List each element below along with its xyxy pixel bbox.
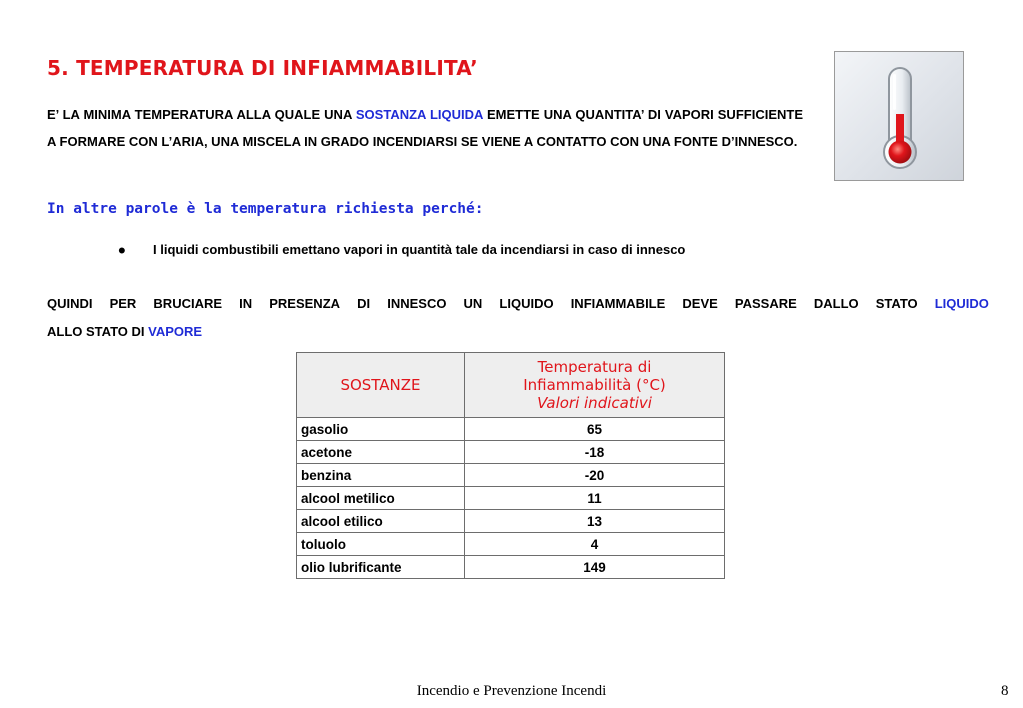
definition-highlight: SOSTANZA LIQUIDA	[355, 107, 483, 122]
flash-point-value: -20	[465, 464, 725, 487]
thermometer-image	[834, 51, 964, 181]
bullet-marker: •	[118, 238, 126, 263]
conclusion-word: BRUCIARE	[153, 296, 223, 311]
substance-name: olio lubrificante	[297, 556, 465, 579]
conclusion-word: PASSARE	[734, 296, 797, 311]
thermometer-icon	[835, 52, 965, 182]
conclusion-word: DEVE	[682, 296, 718, 311]
conclusion-word: INNESCO	[387, 296, 447, 311]
substance-name: benzina	[297, 464, 465, 487]
header-temp-line-3: Valori indicativi	[537, 394, 652, 412]
conclusion-word: PER	[109, 296, 137, 311]
conclusion-word: INFIAMMABILE	[570, 296, 666, 311]
bullet-item: I liquidi combustibili emettano vapori in quantità tale da incendiarsi in caso di innesco	[153, 242, 686, 257]
table-row	[297, 510, 725, 533]
conclusion-word: QUINDI	[47, 296, 93, 311]
conclusion-word: IN	[239, 296, 253, 311]
flash-point-value: -18	[465, 441, 725, 464]
conclusion-word: LIQUIDO	[499, 296, 554, 311]
header-substances: SOSTANZE	[297, 353, 465, 418]
flash-point-value: 65	[465, 418, 725, 441]
conclusion-highlight-liquido: LIQUIDO	[934, 296, 989, 311]
conclusion-word: UN	[463, 296, 483, 311]
conclusion-word: DALLO	[813, 296, 859, 311]
definition-paragraph	[47, 101, 803, 155]
header-temp-line-2: Infiammabilità (°C)	[523, 376, 666, 394]
substance-name: alcool etilico	[297, 510, 465, 533]
substance-name: alcool metilico	[297, 487, 465, 510]
table-body	[297, 418, 725, 579]
table-row	[297, 533, 725, 556]
header-temperature	[465, 353, 725, 418]
substance-name: gasolio	[297, 418, 465, 441]
page-number: 8	[1001, 683, 1009, 699]
flash-point-value: 4	[465, 533, 725, 556]
definition-text-end: EMETTE UNA QUANTITA’ DI VAPORI SUFFICIENTE A FORMARE CON L’ARIA, UNA MISCELA IN GRADO INCENDIARSI SE VIENE A CONTATTO CON UNA FONTE D’INNESCO.	[47, 107, 803, 149]
conclusion-line-2	[47, 318, 989, 346]
table-row	[297, 487, 725, 510]
conclusion-paragraph	[47, 290, 989, 346]
table-row	[297, 441, 725, 464]
conclusion-highlight-vapore: VAPORE	[148, 324, 203, 339]
page-title: 5. TEMPERATURA DI INFIAMMABILITA’	[47, 56, 478, 80]
definition-text-start: E’ LA MINIMA TEMPERATURA ALLA QUALE UNA	[47, 107, 356, 122]
conclusion-word: PRESENZA	[269, 296, 341, 311]
substance-name: acetone	[297, 441, 465, 464]
substance-name: toluolo	[297, 533, 465, 556]
conclusion-word: STATO	[875, 296, 918, 311]
flash-point-value: 11	[465, 487, 725, 510]
conclusion-line-1	[47, 290, 989, 318]
table-row	[297, 464, 725, 487]
flash-point-value: 149	[465, 556, 725, 579]
table-row	[297, 556, 725, 579]
footer-title: Incendio e Prevenzione Incendi	[416, 683, 607, 699]
subheading: In altre parole è la temperatura richiesta perché:	[47, 201, 484, 217]
header-temp-line-1: Temperatura di	[537, 358, 652, 376]
table-row	[297, 418, 725, 441]
flash-point-table	[296, 352, 725, 579]
conclusion-word: DI	[357, 296, 371, 311]
flash-point-value: 13	[465, 510, 725, 533]
table-header-row	[297, 353, 725, 418]
conclusion-text: ALLO STATO DI	[47, 324, 149, 339]
